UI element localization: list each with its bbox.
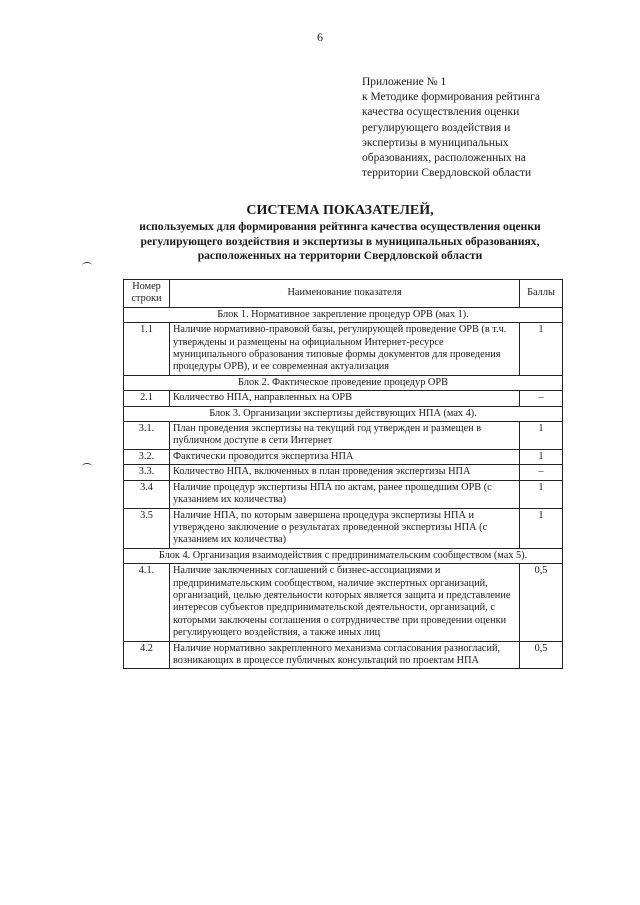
block-row xyxy=(124,375,563,390)
block-row xyxy=(124,548,563,563)
block-title: Блок 2. Фактическое проведение процедур ОРВ xyxy=(124,375,563,390)
title-main: СИСТЕМА ПОКАЗАТЕЛЕЙ, xyxy=(246,203,434,218)
title-sub-line: используемых для формирования рейтинга качества осуществления оценки xyxy=(139,220,541,233)
row-score: 1 xyxy=(520,323,563,376)
row-score: 0,5 xyxy=(520,641,563,669)
appendix-line: экспертизы в муниципальных xyxy=(362,136,509,149)
page-number: 6 xyxy=(317,30,323,44)
margin-mark xyxy=(82,463,92,470)
table-row xyxy=(124,391,563,406)
row-score: 0,5 xyxy=(520,564,563,641)
margin-mark xyxy=(82,262,92,269)
row-name: Фактически проводится экспертиза НПА xyxy=(170,449,520,464)
row-name: Наличие заключенных соглашений с бизнес-ассоциациями и предпринимательским сообществом, наличие экспертных организаций, организаций, целью деятельности которых является защита и представление интересов субъектов предпринимательской деятельности, организаций, с которыми заключены соглашения о сотрудничестве при проведении оценки регулирующего воздействия, а также иных лиц xyxy=(170,564,520,641)
row-name: Количество НПА, включенных в план проведения экспертизы НПА xyxy=(170,465,520,480)
block-title: Блок 1. Нормативное закрепление процедур ОРВ (мах 1). xyxy=(124,307,563,322)
table-row xyxy=(124,508,563,548)
table-row xyxy=(124,422,563,450)
block-row xyxy=(124,406,563,421)
block-row xyxy=(124,307,563,322)
appendix-line: качества осуществления оценки xyxy=(362,106,520,119)
appendix-line: к Методике формирования рейтинга xyxy=(362,91,540,104)
table-row xyxy=(124,564,563,641)
row-number: 3.3. xyxy=(124,465,170,480)
title-sub-line: регулирующего воздействия и экспертизы в муниципальных образованиях, xyxy=(140,234,540,248)
table-row xyxy=(124,449,563,464)
row-number: 1.1 xyxy=(124,323,170,376)
header-number: Номер строки xyxy=(124,280,170,308)
row-name: Наличие нормативно закрепленного механизма согласования разногласий, возникающих в процессе публичных консультаций по проектам НПА xyxy=(170,641,520,669)
row-name: Количество НПА, направленных на ОРВ xyxy=(170,391,520,406)
indicators-table xyxy=(123,279,563,669)
row-score: 1 xyxy=(520,449,563,464)
table-row xyxy=(124,323,563,376)
row-score: – xyxy=(520,391,563,406)
appendix-line: Приложение № 1 xyxy=(362,76,447,88)
row-number: 2.1 xyxy=(124,391,170,406)
row-score: 1 xyxy=(520,422,563,450)
table-row xyxy=(124,641,563,669)
row-number: 3.5 xyxy=(124,508,170,548)
header-name: Наименование показателя xyxy=(170,280,520,308)
header-score: Баллы xyxy=(520,280,563,308)
appendix-line: территории Свердловской области xyxy=(362,167,532,180)
row-name: Наличие процедур экспертизы НПА по актам, ранее прошедшим ОРВ (с указанием их количества) xyxy=(170,480,520,508)
block-title: Блок 4. Организация взаимодействия с предпринимательским сообществом (мах 5). xyxy=(124,548,563,563)
row-name: Наличие НПА, по которым завершена процедура экспертизы НПА и утверждено заключение о результатах проведенной экспертизы НПА (с указанием их количества) xyxy=(170,508,520,548)
row-score: 1 xyxy=(520,480,563,508)
table-row xyxy=(124,480,563,508)
row-name: Наличие нормативно-правовой базы, регулирующей проведение ОРВ (в т.ч. утверждены и размещены на официальном Интернет-ресурсе муниципального образования типовые формы документов для проведения процедуры ОРВ), и ее современная актуализация xyxy=(170,323,520,376)
row-name: План проведения экспертизы на текущий год утвержден и размещен в публичном доступе в сети Интернет xyxy=(170,422,520,450)
appendix-line: образованиях, расположенных на xyxy=(362,152,526,165)
row-score: – xyxy=(520,465,563,480)
row-number: 4.2 xyxy=(124,641,170,669)
appendix-line: регулирующего воздействия и xyxy=(362,121,511,134)
block-title: Блок 3. Организации экспертизы действующих НПА (мах 4). xyxy=(124,406,563,421)
title-sub-line: расположенных на территории Свердловской области xyxy=(197,249,483,263)
table-header-row xyxy=(124,280,563,308)
document-title xyxy=(95,202,585,264)
appendix-note xyxy=(362,75,582,181)
row-number: 3.1. xyxy=(124,422,170,450)
row-number: 4.1. xyxy=(124,564,170,641)
row-number: 3.2. xyxy=(124,449,170,464)
row-number: 3.4 xyxy=(124,480,170,508)
table-row xyxy=(124,465,563,480)
row-score: 1 xyxy=(520,508,563,548)
